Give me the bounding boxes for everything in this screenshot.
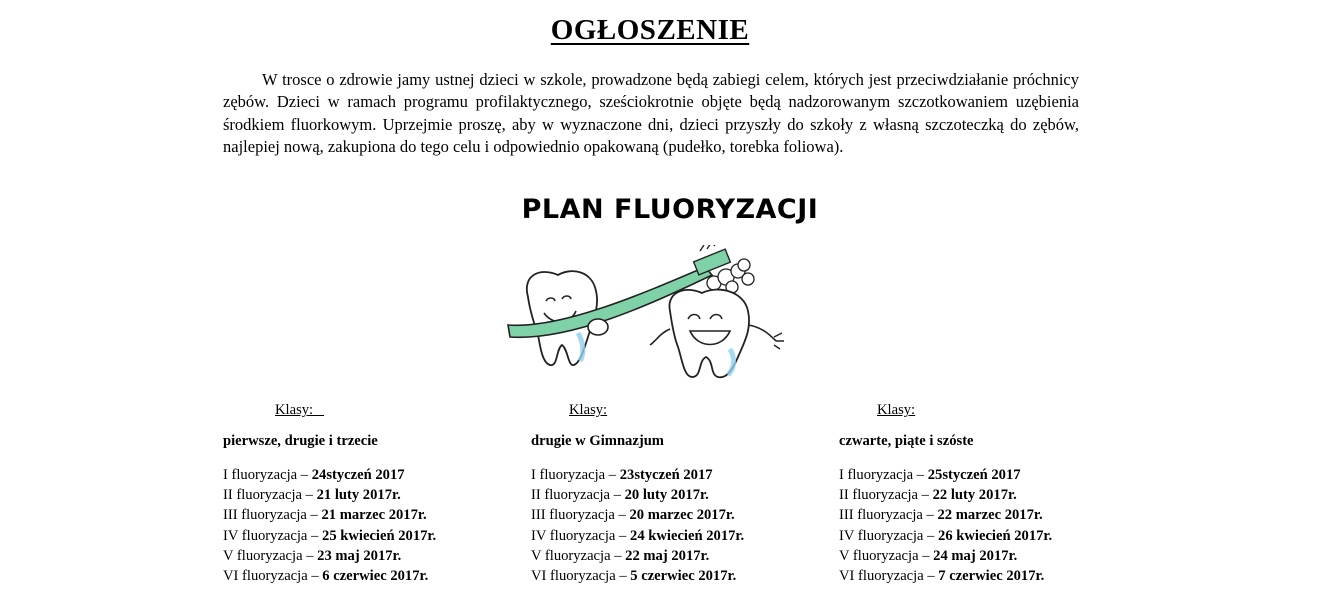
schedule-label: VI fluoryzacja – bbox=[839, 567, 939, 584]
schedule-label: I fluoryzacja – bbox=[223, 467, 312, 483]
schedule-row bbox=[531, 505, 744, 525]
schedule-label: IV fluoryzacja – bbox=[223, 527, 323, 544]
schedule-label: II fluoryzacja – bbox=[531, 487, 625, 504]
schedule-row bbox=[839, 546, 1052, 566]
schedule-list bbox=[839, 465, 1052, 586]
schedule-row bbox=[223, 526, 436, 546]
schedule-label: III fluoryzacja – bbox=[223, 507, 322, 524]
schedule-row bbox=[223, 546, 436, 566]
schedule-row bbox=[223, 485, 436, 505]
schedule-date: 20 marzec 2017r. bbox=[629, 507, 735, 524]
schedule-row bbox=[839, 465, 1052, 485]
schedule-row bbox=[223, 505, 436, 525]
intro-paragraph: W trosce o zdrowie jamy ustnej dzieci w szkole, prowadzone będą zabiegi celem, których jest przeciwdziałanie próchnicy zębów. Dzieci w ramach programu profilaktycznego, sześciokrotnie objęte będą nadzorowanym szczotkowaniem uzębienia środkiem fluorkowym. Uprzejmie proszę, aby w wyznaczone dni, dzieci przyszły do szkoły z własną szczoteczką do zębów, najlepiej nową, zakupiona do tego celu i odpowiednio opakowaną (pudełko, torebka foliowa). bbox=[223, 70, 1079, 157]
schedule-row bbox=[531, 465, 744, 485]
schedule-row bbox=[839, 485, 1052, 505]
klasy-label: Klasy: bbox=[275, 402, 325, 418]
schedule-label: III fluoryzacja – bbox=[531, 507, 630, 524]
schedule-row bbox=[839, 505, 1052, 525]
schedule-date: 22 maj 2017r. bbox=[625, 547, 710, 564]
schedule-label: I fluoryzacja – bbox=[531, 467, 620, 483]
schedule-label: IV fluoryzacja – bbox=[839, 527, 939, 544]
schedule-date: 24styczeń 2017 bbox=[311, 467, 405, 483]
schedule-list bbox=[531, 465, 744, 586]
schedule-date: 23styczeń 2017 bbox=[619, 467, 713, 483]
schedule-row bbox=[223, 465, 436, 485]
schedule-date: 25styczeń 2017 bbox=[927, 467, 1021, 483]
schedule-label: II fluoryzacja – bbox=[839, 487, 933, 504]
schedule-date: 21 luty 2017r. bbox=[316, 487, 401, 504]
schedule-label: III fluoryzacja – bbox=[839, 507, 938, 524]
class-group: czwarte, piąte i szóste bbox=[839, 433, 974, 449]
class-group: pierwsze, drugie i trzecie bbox=[223, 433, 378, 449]
klasy-label: Klasy: bbox=[877, 402, 916, 418]
title-text: OGŁOSZENIE bbox=[550, 14, 750, 46]
schedule-date: 22 luty 2017r. bbox=[932, 487, 1017, 504]
schedule-label: II fluoryzacja – bbox=[223, 487, 317, 504]
schedule-row bbox=[531, 566, 744, 586]
schedule-list bbox=[223, 465, 436, 586]
schedule-date: 5 czerwiec 2017r. bbox=[630, 567, 737, 584]
schedule-date: 7 czerwiec 2017r. bbox=[938, 567, 1045, 584]
schedule-label: I fluoryzacja – bbox=[839, 467, 928, 483]
schedule-row bbox=[839, 566, 1052, 586]
schedule-date: 21 marzec 2017r. bbox=[321, 507, 427, 524]
schedule-label: V fluoryzacja – bbox=[839, 547, 934, 564]
class-group: drugie w Gimnazjum bbox=[531, 433, 664, 449]
schedule-label: V fluoryzacja – bbox=[223, 547, 318, 564]
schedule-date: 20 luty 2017r. bbox=[624, 487, 709, 504]
schedule-label: IV fluoryzacja – bbox=[531, 527, 631, 544]
schedule-date: 24 maj 2017r. bbox=[933, 547, 1018, 564]
page-title bbox=[0, 14, 1300, 47]
schedule-date: 25 kwiecień 2017r. bbox=[322, 527, 437, 544]
schedule-row bbox=[531, 485, 744, 505]
schedule-label: VI fluoryzacja – bbox=[531, 567, 631, 584]
schedule-row bbox=[531, 546, 744, 566]
klasy-label: Klasy: bbox=[569, 402, 608, 418]
schedule-label: VI fluoryzacja – bbox=[223, 567, 323, 584]
schedule-label: V fluoryzacja – bbox=[531, 547, 626, 564]
schedule-row bbox=[839, 526, 1052, 546]
plan-title: PLAN FLUORYZACJI bbox=[521, 194, 819, 225]
schedule-row bbox=[531, 526, 744, 546]
schedule-date: 23 maj 2017r. bbox=[317, 547, 402, 564]
schedule-date: 26 kwiecień 2017r. bbox=[938, 527, 1053, 544]
teeth-brushing-illustration bbox=[500, 245, 800, 380]
schedule-date: 6 czerwiec 2017r. bbox=[322, 567, 429, 584]
schedule-row bbox=[223, 566, 436, 586]
schedule-date: 24 kwiecień 2017r. bbox=[630, 527, 745, 544]
schedule-date: 22 marzec 2017r. bbox=[937, 507, 1043, 524]
